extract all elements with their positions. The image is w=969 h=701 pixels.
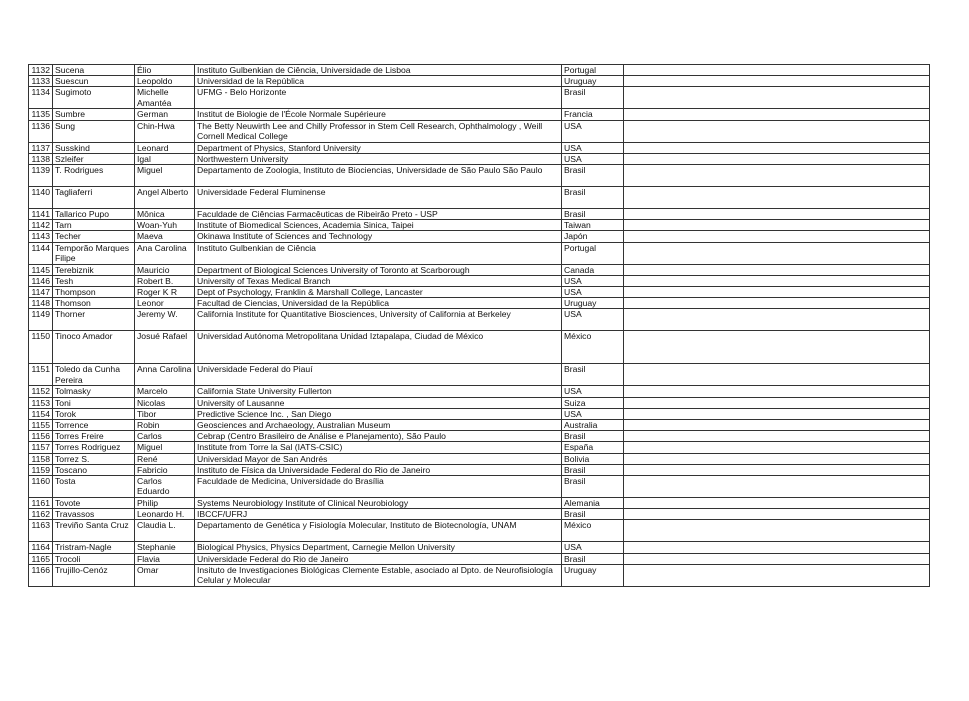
- institution-cell: University of Texas Medical Branch: [195, 275, 562, 286]
- institution-cell: Universidade Federal do Piauí: [195, 364, 562, 386]
- first-name-cell: Tibor: [135, 408, 195, 419]
- first-name-cell: Ana Carolina: [135, 242, 195, 264]
- institution-cell: Departamento de Genética y Fisiología Molecular, Instituto de Biotecnología, UNAM: [195, 520, 562, 542]
- last-name-cell: Thomson: [53, 298, 135, 309]
- first-name-cell: René: [135, 453, 195, 464]
- row-number: 1149: [29, 309, 53, 331]
- table-row: [29, 498, 930, 509]
- last-name-cell: Thompson: [53, 287, 135, 298]
- country-cell: Bolivia: [562, 453, 624, 464]
- row-number: 1147: [29, 287, 53, 298]
- participants-table: [28, 64, 930, 587]
- row-number: 1159: [29, 464, 53, 475]
- institution-cell: Institute of Biomedical Sciences, Academia Sinica, Taipei: [195, 220, 562, 231]
- row-number: 1148: [29, 298, 53, 309]
- first-name-cell: Jeremy W.: [135, 309, 195, 331]
- first-name-cell: Nicolas: [135, 397, 195, 408]
- empty-cell: [624, 386, 930, 397]
- empty-cell: [624, 142, 930, 153]
- table-row: [29, 275, 930, 286]
- first-name-cell: Élio: [135, 65, 195, 76]
- empty-cell: [624, 331, 930, 364]
- country-cell: Portugal: [562, 65, 624, 76]
- last-name-cell: Treviño Santa Cruz: [53, 520, 135, 542]
- institution-cell: California State University Fullerton: [195, 386, 562, 397]
- institution-cell: Universidade Federal do Rio de Janeiro: [195, 553, 562, 564]
- last-name-cell: Travassos: [53, 509, 135, 520]
- first-name-cell: Mauricio: [135, 264, 195, 275]
- empty-cell: [624, 109, 930, 120]
- table-row: [29, 220, 930, 231]
- institution-cell: Departamento de Zoologia, Instituto de Biociencias, Universidade de São Paulo São Paulo: [195, 165, 562, 187]
- row-number: 1150: [29, 331, 53, 364]
- table-body: [29, 65, 930, 587]
- empty-cell: [624, 76, 930, 87]
- last-name-cell: Sugimoto: [53, 87, 135, 109]
- table-row: [29, 298, 930, 309]
- institution-cell: Northwestern University: [195, 153, 562, 164]
- first-name-cell: Flavia: [135, 553, 195, 564]
- last-name-cell: Tagliaferri: [53, 187, 135, 209]
- row-number: 1160: [29, 476, 53, 498]
- first-name-cell: Roger K R: [135, 287, 195, 298]
- last-name-cell: Toni: [53, 397, 135, 408]
- first-name-cell: Robert B.: [135, 275, 195, 286]
- last-name-cell: Temporão Marques Filipe: [53, 242, 135, 264]
- country-cell: USA: [562, 542, 624, 553]
- table-row: [29, 520, 930, 542]
- country-cell: Canada: [562, 264, 624, 275]
- country-cell: USA: [562, 275, 624, 286]
- row-number: 1152: [29, 386, 53, 397]
- table-row: [29, 453, 930, 464]
- row-number: 1140: [29, 187, 53, 209]
- empty-cell: [624, 498, 930, 509]
- last-name-cell: Tarn: [53, 220, 135, 231]
- last-name-cell: Tallarico Pupo: [53, 209, 135, 220]
- institution-cell: Instituto de Física da Universidade Federal do Rio de Janeiro: [195, 464, 562, 475]
- row-number: 1156: [29, 431, 53, 442]
- table-row: [29, 109, 930, 120]
- table-row: [29, 153, 930, 164]
- country-cell: USA: [562, 386, 624, 397]
- institution-cell: The Betty Neuwirth Lee and Chilly Professor in Stem Cell Research, Ophthalmology , Weill Cornell Medical College: [195, 120, 562, 142]
- empty-cell: [624, 408, 930, 419]
- first-name-cell: Igal: [135, 153, 195, 164]
- institution-cell: IBCCF/UFRJ: [195, 509, 562, 520]
- institution-cell: Instituto Gulbenkian de Ciência: [195, 242, 562, 264]
- country-cell: USA: [562, 142, 624, 153]
- first-name-cell: Woan-Yuh: [135, 220, 195, 231]
- first-name-cell: Marcelo: [135, 386, 195, 397]
- row-number: 1143: [29, 231, 53, 242]
- first-name-cell: Angel Alberto: [135, 187, 195, 209]
- row-number: 1157: [29, 442, 53, 453]
- table-row: [29, 209, 930, 220]
- empty-cell: [624, 420, 930, 431]
- empty-cell: [624, 564, 930, 586]
- last-name-cell: Susskind: [53, 142, 135, 153]
- row-number: 1146: [29, 275, 53, 286]
- row-number: 1165: [29, 553, 53, 564]
- table-row: [29, 464, 930, 475]
- table-row: [29, 386, 930, 397]
- row-number: 1145: [29, 264, 53, 275]
- institution-cell: Okinawa Institute of Sciences and Technology: [195, 231, 562, 242]
- row-number: 1164: [29, 542, 53, 553]
- table-row: [29, 231, 930, 242]
- table-row: [29, 408, 930, 419]
- institution-cell: Universidad Mayor de San Andrés: [195, 453, 562, 464]
- empty-cell: [624, 397, 930, 408]
- institution-cell: Insituto de Investigaciones Biológicas Clemente Estable, asociado al Dpto. de Neurofisiología Celular y Molecular: [195, 564, 562, 586]
- first-name-cell: Anna Carolina: [135, 364, 195, 386]
- row-number: 1151: [29, 364, 53, 386]
- last-name-cell: Sung: [53, 120, 135, 142]
- row-number: 1139: [29, 165, 53, 187]
- last-name-cell: Szleifer: [53, 153, 135, 164]
- table-row: [29, 287, 930, 298]
- row-number: 1155: [29, 420, 53, 431]
- country-cell: Brasil: [562, 476, 624, 498]
- country-cell: Uruguay: [562, 298, 624, 309]
- row-number: 1163: [29, 520, 53, 542]
- row-number: 1144: [29, 242, 53, 264]
- last-name-cell: Trujillo-Cenóz: [53, 564, 135, 586]
- first-name-cell: Chin-Hwa: [135, 120, 195, 142]
- empty-cell: [624, 287, 930, 298]
- first-name-cell: Fabricio: [135, 464, 195, 475]
- first-name-cell: Michelle Amantéa: [135, 87, 195, 109]
- first-name-cell: Philip: [135, 498, 195, 509]
- empty-cell: [624, 453, 930, 464]
- first-name-cell: German: [135, 109, 195, 120]
- last-name-cell: Terebiznik: [53, 264, 135, 275]
- empty-cell: [624, 187, 930, 209]
- empty-cell: [624, 364, 930, 386]
- table-row: [29, 397, 930, 408]
- last-name-cell: Torres Freire: [53, 431, 135, 442]
- country-cell: USA: [562, 153, 624, 164]
- first-name-cell: Carlos: [135, 431, 195, 442]
- last-name-cell: Trocoli: [53, 553, 135, 564]
- institution-cell: Faculdade de Medicina, Universidade do Brasília: [195, 476, 562, 498]
- country-cell: Brasil: [562, 464, 624, 475]
- first-name-cell: Stephanie: [135, 542, 195, 553]
- last-name-cell: Toledo da Cunha Pereira: [53, 364, 135, 386]
- country-cell: Australia: [562, 420, 624, 431]
- institution-cell: University of Lausanne: [195, 397, 562, 408]
- first-name-cell: Miguel: [135, 442, 195, 453]
- first-name-cell: Maeva: [135, 231, 195, 242]
- table-row: [29, 431, 930, 442]
- empty-cell: [624, 231, 930, 242]
- table-row: [29, 442, 930, 453]
- last-name-cell: Suescun: [53, 76, 135, 87]
- row-number: 1133: [29, 76, 53, 87]
- country-cell: Brasil: [562, 431, 624, 442]
- institution-cell: Dept of Psychology, Franklin & Marshall College, Lancaster: [195, 287, 562, 298]
- first-name-cell: Josué Rafael: [135, 331, 195, 364]
- row-number: 1134: [29, 87, 53, 109]
- country-cell: Brasil: [562, 509, 624, 520]
- empty-cell: [624, 553, 930, 564]
- row-number: 1158: [29, 453, 53, 464]
- country-cell: USA: [562, 287, 624, 298]
- empty-cell: [624, 442, 930, 453]
- table-row: [29, 87, 930, 109]
- last-name-cell: Sucena: [53, 65, 135, 76]
- table-row: [29, 264, 930, 275]
- row-number: 1137: [29, 142, 53, 153]
- empty-cell: [624, 309, 930, 331]
- institution-cell: Instituto Gulbenkian de Ciência, Universidade de Lisboa: [195, 65, 562, 76]
- country-cell: Brasil: [562, 553, 624, 564]
- country-cell: Brasil: [562, 165, 624, 187]
- table-row: [29, 309, 930, 331]
- last-name-cell: Toscano: [53, 464, 135, 475]
- empty-cell: [624, 87, 930, 109]
- last-name-cell: Tolmasky: [53, 386, 135, 397]
- empty-cell: [624, 298, 930, 309]
- empty-cell: [624, 275, 930, 286]
- institution-cell: Predictive Science Inc. , San Diego: [195, 408, 562, 419]
- country-cell: Brasil: [562, 364, 624, 386]
- institution-cell: Universidad Autónoma Metropolitana Unidad Iztapalapa, Ciudad de México: [195, 331, 562, 364]
- empty-cell: [624, 464, 930, 475]
- institution-cell: Faculdade de Ciências Farmacêuticas de Ribeirão Preto - USP: [195, 209, 562, 220]
- first-name-cell: Leonor: [135, 298, 195, 309]
- last-name-cell: Thorner: [53, 309, 135, 331]
- first-name-cell: Miguel: [135, 165, 195, 187]
- country-cell: Uruguay: [562, 76, 624, 87]
- empty-cell: [624, 431, 930, 442]
- row-number: 1166: [29, 564, 53, 586]
- empty-cell: [624, 65, 930, 76]
- last-name-cell: Torres Rodriguez: [53, 442, 135, 453]
- institution-cell: Universidade Federal Fluminense: [195, 187, 562, 209]
- last-name-cell: Torrez S.: [53, 453, 135, 464]
- row-number: 1136: [29, 120, 53, 142]
- last-name-cell: Tristram-Nagle: [53, 542, 135, 553]
- empty-cell: [624, 542, 930, 553]
- row-number: 1154: [29, 408, 53, 419]
- institution-cell: Department of Biological Sciences University of Toronto at Scarborough: [195, 264, 562, 275]
- last-name-cell: Tinoco Amador: [53, 331, 135, 364]
- institution-cell: Institute from Torre la Sal (IATS-CSIC): [195, 442, 562, 453]
- row-number: 1141: [29, 209, 53, 220]
- first-name-cell: Carlos Eduardo: [135, 476, 195, 498]
- country-cell: Alemania: [562, 498, 624, 509]
- first-name-cell: Robin: [135, 420, 195, 431]
- empty-cell: [624, 242, 930, 264]
- table-row: [29, 120, 930, 142]
- row-number: 1135: [29, 109, 53, 120]
- last-name-cell: T. Rodrigues: [53, 165, 135, 187]
- table-row: [29, 553, 930, 564]
- table-row: [29, 142, 930, 153]
- table-row: [29, 542, 930, 553]
- row-number: 1142: [29, 220, 53, 231]
- table-row: [29, 165, 930, 187]
- row-number: 1161: [29, 498, 53, 509]
- institution-cell: California Institute for Quantitative Biosciences, University of California at Berkeley: [195, 309, 562, 331]
- table-row: [29, 364, 930, 386]
- country-cell: Japón: [562, 231, 624, 242]
- institution-cell: Universidad de la República: [195, 76, 562, 87]
- first-name-cell: Omar: [135, 564, 195, 586]
- institution-cell: Cebrap (Centro Brasileiro de Análise e Planejamento), São Paulo: [195, 431, 562, 442]
- row-number: 1132: [29, 65, 53, 76]
- first-name-cell: Claudia L.: [135, 520, 195, 542]
- country-cell: Brasil: [562, 187, 624, 209]
- empty-cell: [624, 520, 930, 542]
- country-cell: Portugal: [562, 242, 624, 264]
- country-cell: Suiza: [562, 397, 624, 408]
- institution-cell: UFMG - Belo Horizonte: [195, 87, 562, 109]
- empty-cell: [624, 153, 930, 164]
- table-row: [29, 420, 930, 431]
- institution-cell: Department of Physics, Stanford University: [195, 142, 562, 153]
- table-row: [29, 76, 930, 87]
- row-number: 1162: [29, 509, 53, 520]
- table-row: [29, 187, 930, 209]
- first-name-cell: Mônica: [135, 209, 195, 220]
- table-row: [29, 65, 930, 76]
- country-cell: México: [562, 520, 624, 542]
- last-name-cell: Torrence: [53, 420, 135, 431]
- empty-cell: [624, 209, 930, 220]
- table-row: [29, 564, 930, 586]
- country-cell: Brasil: [562, 87, 624, 109]
- empty-cell: [624, 509, 930, 520]
- last-name-cell: Tesh: [53, 275, 135, 286]
- last-name-cell: Tovote: [53, 498, 135, 509]
- empty-cell: [624, 165, 930, 187]
- institution-cell: Facultad de Ciencias, Universidad de la República: [195, 298, 562, 309]
- first-name-cell: Leopoldo: [135, 76, 195, 87]
- first-name-cell: Leonardo H.: [135, 509, 195, 520]
- last-name-cell: Torok: [53, 408, 135, 419]
- country-cell: USA: [562, 408, 624, 419]
- institution-cell: Biological Physics, Physics Department, Carnegie Mellon University: [195, 542, 562, 553]
- last-name-cell: Techer: [53, 231, 135, 242]
- last-name-cell: Sumbre: [53, 109, 135, 120]
- country-cell: USA: [562, 120, 624, 142]
- first-name-cell: Leonard: [135, 142, 195, 153]
- empty-cell: [624, 120, 930, 142]
- table-row: [29, 509, 930, 520]
- institution-cell: Institut de Biologie de l'École Normale Supérieure: [195, 109, 562, 120]
- empty-cell: [624, 220, 930, 231]
- country-cell: Brasil: [562, 209, 624, 220]
- empty-cell: [624, 264, 930, 275]
- country-cell: Uruguay: [562, 564, 624, 586]
- empty-cell: [624, 476, 930, 498]
- row-number: 1138: [29, 153, 53, 164]
- institution-cell: Geosciences and Archaeology, Australian Museum: [195, 420, 562, 431]
- institution-cell: Systems Neurobiology Institute of Clinical Neurobiology: [195, 498, 562, 509]
- table-row: [29, 242, 930, 264]
- country-cell: Francia: [562, 109, 624, 120]
- country-cell: México: [562, 331, 624, 364]
- table-row: [29, 476, 930, 498]
- country-cell: España: [562, 442, 624, 453]
- country-cell: USA: [562, 309, 624, 331]
- row-number: 1153: [29, 397, 53, 408]
- country-cell: Taiwan: [562, 220, 624, 231]
- last-name-cell: Tosta: [53, 476, 135, 498]
- table-row: [29, 331, 930, 364]
